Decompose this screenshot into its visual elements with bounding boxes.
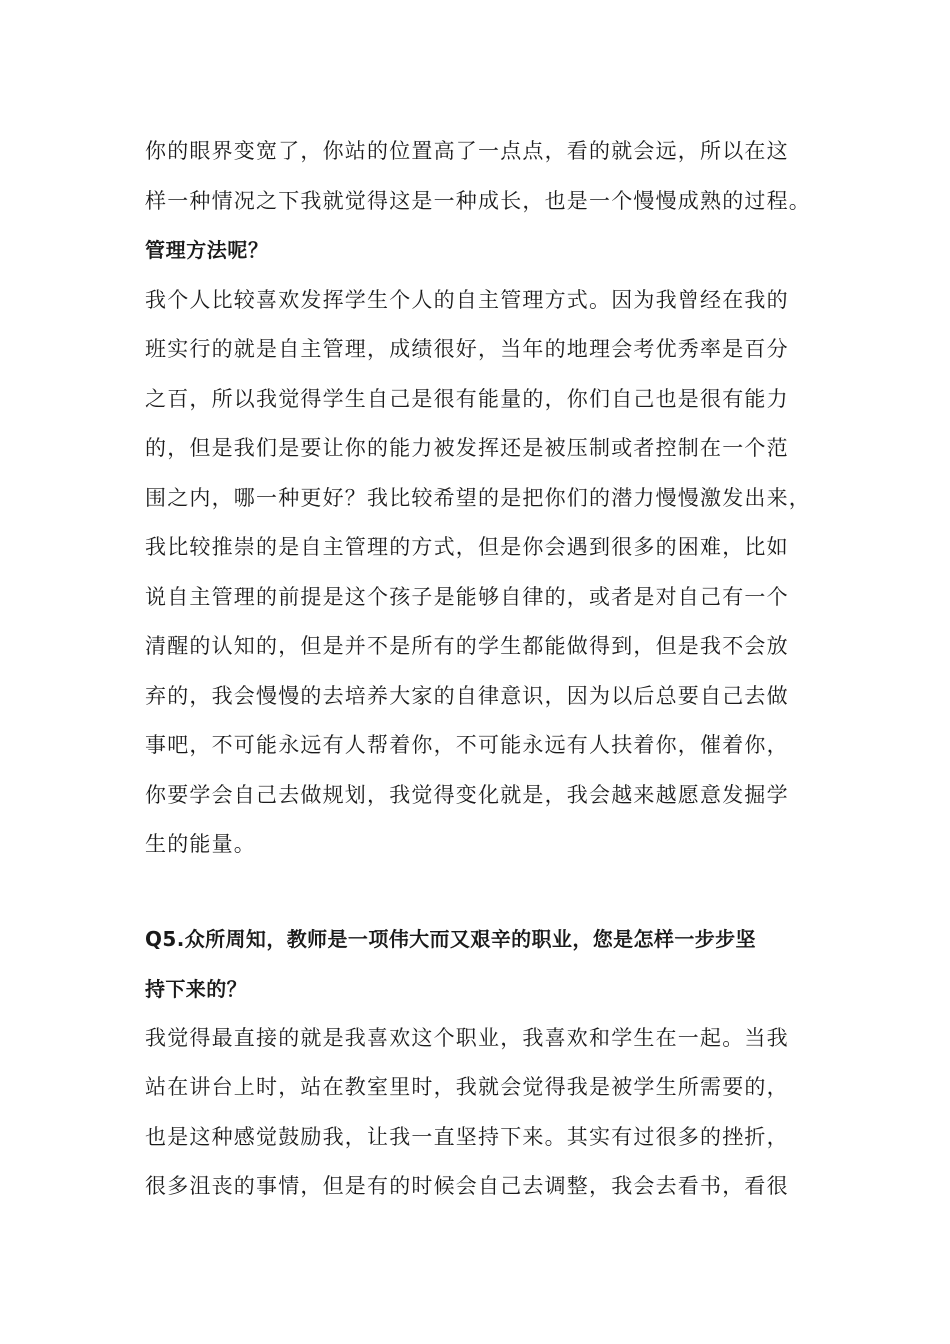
paragraph-line: 很多沮丧的事情，但是有的时候会自己去调整，我会去看书，看很 (145, 1174, 789, 1198)
paragraph-line: 之百，所以我觉得学生自己是很有能量的，你们自己也是很有能力 (145, 386, 789, 411)
blank-line (145, 870, 835, 914)
management-paragraph (145, 276, 835, 870)
paragraph-line: 我觉得最直接的就是我喜欢这个职业，我喜欢和学生在一起。当我 (145, 1025, 789, 1050)
paragraph-line: 围之内，哪一种更好？我比较希望的是把你们的潜力慢慢激发出来， (145, 485, 811, 510)
paragraph-line: 弃的，我会慢慢的去培养大家的自律意识，因为以后总要自己去做 (145, 683, 789, 708)
paragraph-line: 样一种情况之下我就觉得这是一种成长，也是一个慢慢成熟的过程。 (145, 188, 811, 213)
document-body (145, 127, 835, 1212)
paragraph-line: 你的眼界变宽了，你站的位置高了一点点，看的就会远，所以在这 (145, 139, 789, 163)
paragraph-line: 事吧，不可能永远有人帮着你，不可能永远有人扶着你，催着你， (145, 733, 789, 757)
paragraph-line: 的，但是我们是要让你的能力被发挥还是被压制或者控制在一个范 (145, 436, 789, 460)
paragraph-line: 你要学会自己去做规划，我觉得变化就是，我会越来越愿意发掘学 (145, 782, 789, 807)
answer-5-paragraph (145, 1014, 835, 1212)
paragraph-line: 站在讲台上时，站在教室里时，我就会觉得我是被学生所需要的， (145, 1075, 789, 1099)
paragraph-line: 我比较推崇的是自主管理的方式，但是你会遇到很多的困难，比如 (145, 535, 789, 559)
paragraph-line: 我个人比较喜欢发挥学生个人的自主管理方式。因为我曾经在我的 (145, 287, 789, 312)
paragraph-line: 也是这种感觉鼓励我，让我一直坚持下来。其实有过很多的挫折， (145, 1124, 789, 1149)
paragraph-line: 生的能量。 (145, 832, 256, 856)
question-line: Q5.众所周知，教师是一项伟大而又艰辛的职业，您是怎样一步步坚 (145, 926, 756, 951)
intro-paragraph (145, 127, 835, 226)
section-heading: 管理方法呢？ (145, 238, 269, 262)
paragraph-line: 说自主管理的前提是这个孩子是能够自律的，或者是对自己有一个 (145, 584, 789, 609)
question-line: 持下来的？ (145, 976, 247, 1001)
paragraph-line: 班实行的就是自主管理，成绩很好，当年的地理会考优秀率是百分 (145, 337, 789, 361)
paragraph-line: 清醒的认知的，但是并不是所有的学生都能做得到，但是我不会放 (145, 634, 789, 658)
question-5-heading (145, 914, 835, 1014)
